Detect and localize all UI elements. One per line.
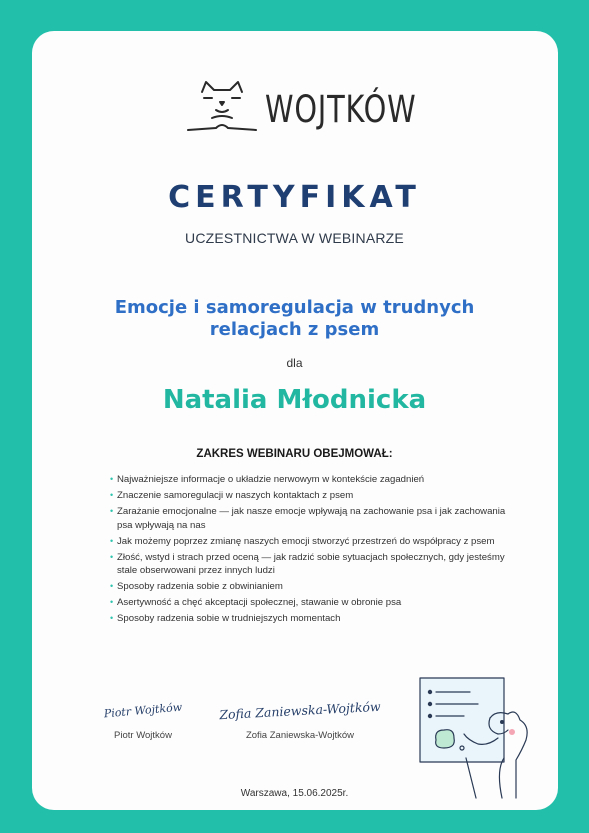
list-item-text: Asertywność a chęć akceptacji społecznej, stawanie w obronie psa	[117, 597, 402, 608]
bullet-icon: •	[110, 506, 114, 516]
list-item-text: Złość, wstyd i strach przed oceną — jak radzić sobie sytuacjach społecznych, gdy jesteśmy stale obserwowani przez innych ludzi	[117, 551, 505, 576]
logo-wordmark: WOJTKÓW	[265, 88, 417, 131]
bullet-icon: •	[110, 474, 114, 484]
for-label: dla	[286, 356, 303, 370]
list-item	[110, 489, 510, 503]
recipient-name: Natalia Młodnicka	[162, 385, 427, 415]
certificate-subtitle: UCZESTNICTWA W WEBINARZE	[185, 230, 404, 246]
scope-list	[110, 473, 510, 628]
signature-script: Piotr Wojtków	[103, 700, 183, 721]
certificate-title: CERTYFIKAT	[168, 180, 421, 215]
dog-presenting-whiteboard-icon	[412, 674, 542, 802]
bullet-icon: •	[110, 613, 114, 623]
list-item	[110, 551, 510, 578]
dog-reading-book-icon	[186, 78, 258, 136]
list-item-text: Sposoby radzenia sobie z obwinianiem	[117, 581, 283, 592]
bullet-icon: •	[110, 490, 114, 500]
list-item-text: Znaczenie samoregulacji w naszych kontaktach z psem	[117, 490, 354, 501]
list-item-text: Sposoby radzenia sobie w trudniejszych momentach	[117, 613, 341, 624]
signature-block-2	[210, 700, 390, 741]
logo	[186, 78, 417, 138]
list-item	[110, 596, 510, 610]
list-item-text: Najważniejsze informacje o układzie nerwowym w kontekście zagadnień	[117, 474, 425, 485]
list-item	[110, 535, 510, 549]
signatory-name: Zofia Zaniewska-Wojtków	[245, 730, 355, 741]
list-item	[110, 612, 510, 626]
list-item-text: Zarażanie emocjonalne — jak nasze emocje wpływają na zachowanie psa i jak zachowania psa wpływają na nas	[117, 506, 506, 531]
list-item	[110, 473, 510, 487]
list-item-text: Jak możemy poprzez zmianę naszych emocji stworzyć przestrzeń do współpracy z psem	[117, 535, 495, 547]
bullet-icon: •	[110, 597, 114, 607]
bullet-icon: •	[110, 581, 114, 591]
bullet-icon: •	[110, 535, 114, 546]
place-date: Warszawa, 15.06.2025r.	[240, 788, 349, 799]
list-item	[110, 505, 510, 532]
signatory-name: Piotr Wojtków	[114, 730, 172, 741]
list-item	[110, 580, 510, 594]
signature-script: Zofia Zaniewska-Wojtków	[218, 698, 381, 723]
scope-heading: ZAKRES WEBINARU OBEJMOWAŁ:	[196, 448, 393, 460]
webinar-title: Emocje i samoregulacja w trudnych relacjach z psem	[114, 297, 475, 340]
bullet-icon: •	[110, 551, 114, 562]
signature-block-1	[98, 700, 188, 741]
